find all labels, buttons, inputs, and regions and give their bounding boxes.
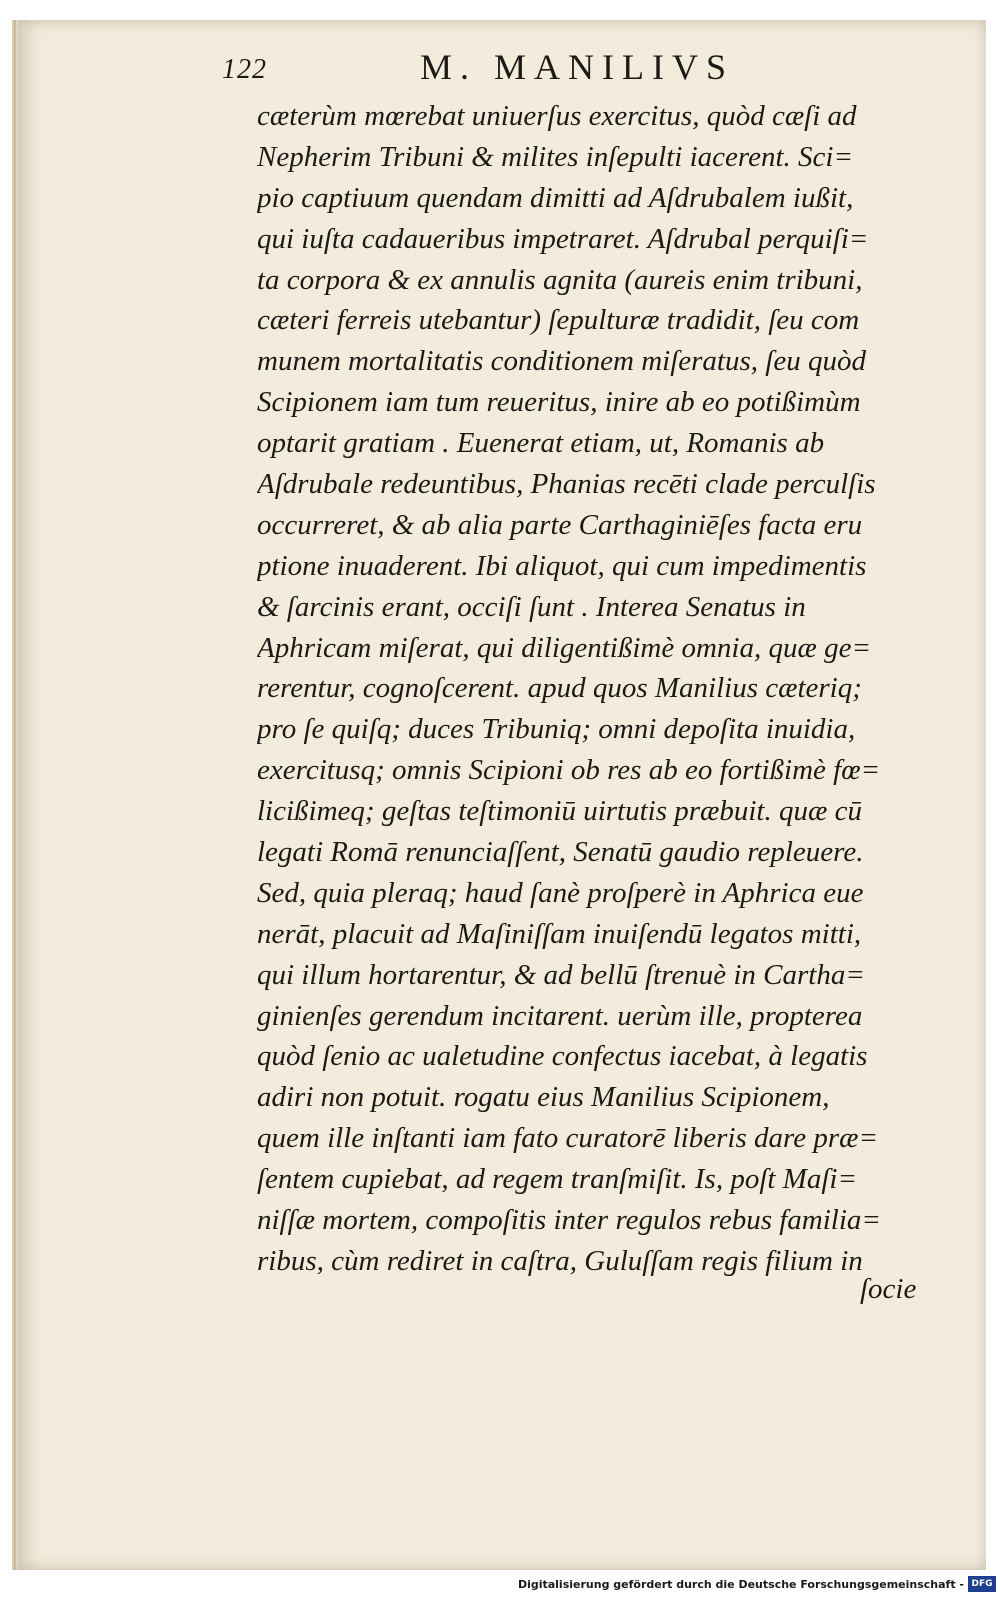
- text-line: cæteri ferreis utebantur) ſepulturæ tradidit, ſeu com: [257, 304, 860, 337]
- text-line: pro ſe quiſq; duces Tribuniq; omni depoſita inuidia,: [257, 713, 856, 746]
- page-gutter: [14, 20, 18, 1570]
- dfg-logo-icon: DFG: [968, 1576, 996, 1592]
- footer-credit: Digitalisierung gefördert durch die Deutsche Forschungsgemeinschaft -: [517, 1578, 964, 1591]
- text-line: nerāt, placuit ad Maſiniſſam inuiſendū legatos mitti,: [257, 917, 862, 950]
- page-title: M. MANILIVS: [420, 47, 735, 87]
- text-line: legati Romā renunciaſſent, Senatū gaudio repleuere.: [257, 836, 864, 869]
- footer-bar: [0, 1572, 1000, 1600]
- text-line: exercitusq; omnis Scipioni ob res ab eo fortißimè fœ=: [257, 754, 881, 787]
- text-line: quem ille inſtanti iam fato curatorē liberis dare præ=: [257, 1122, 879, 1155]
- text-line: licißimeq; geſtas teſtimoniū uirtutis præbuit. quæ cū: [257, 795, 862, 828]
- text-line: cæterùm mœrebat uniuerſus exercitus, quòd cæſi ad: [257, 100, 857, 132]
- text-line: ta corpora & ex annulis agnita (aureis enim tribuni,: [257, 263, 863, 296]
- text-line: pio captiuum quendam dimitti ad Aſdrubalem iußit,: [257, 181, 854, 214]
- text-line: niſſæ mortem, compoſitis inter regulos rebus familia=: [257, 1204, 881, 1237]
- running-head: [222, 46, 942, 86]
- text-line: Sed, quia pleraq; haud ſanè proſperè in Aphrica eue: [257, 876, 864, 909]
- page-number: 122: [222, 54, 267, 85]
- text-line: ptione inuaderent. Ibi aliquot, qui cum impedimentis: [257, 549, 867, 582]
- text-line: Nepherim Tribuni & milites inſepulti iacerent. Sci=: [257, 140, 854, 173]
- text-line: Aphricam miſerat, qui diligentißimè omnia, quæ ge=: [257, 631, 872, 664]
- catchword: ſocie: [860, 1273, 917, 1305]
- text-line: qui illum hortarentur, & ad bellū ſtrenuè in Cartha=: [257, 958, 865, 991]
- text-line: optarit gratiam . Euenerat etiam, ut, Romanis ab: [257, 427, 825, 460]
- text-line: & ſarcinis erant, occiſi ſunt . Interea Senatus in: [257, 590, 806, 623]
- text-line: ſentem cupiebat, ad regem tranſmiſit. Is, poſt Maſi=: [257, 1163, 858, 1196]
- text-line: ginienſes gerendum incitarent. uerùm ille, propterea: [257, 999, 863, 1032]
- text-line: Scipionem iam tum reueritus, inire ab eo potißimùm: [257, 386, 861, 419]
- body-text: [257, 96, 947, 1282]
- text-line: Aſdrubale redeuntibus, Phanias recēti clade perculſis: [257, 468, 876, 501]
- text-line: occurreret, & ab alia parte Carthaginiēſes facta eru: [257, 508, 863, 541]
- text-line: rerentur, cognoſcerent. apud quos Manilius cæteriq;: [257, 672, 862, 705]
- text-line: ribus, cùm rediret in caſtra, Guluſſam regis filium in: [257, 1244, 863, 1277]
- text-line: qui iuſta cadaueribus impetraret. Aſdrubal perquiſi=: [257, 222, 869, 255]
- text-line: munem mortalitatis conditionem miſeratus, ſeu quòd: [257, 345, 866, 378]
- text-line: quòd ſenio ac ualetudine confectus iacebat, à legatis: [257, 1040, 868, 1073]
- text-line: adiri non potuit. rogatu eius Manilius Scipionem,: [257, 1081, 830, 1114]
